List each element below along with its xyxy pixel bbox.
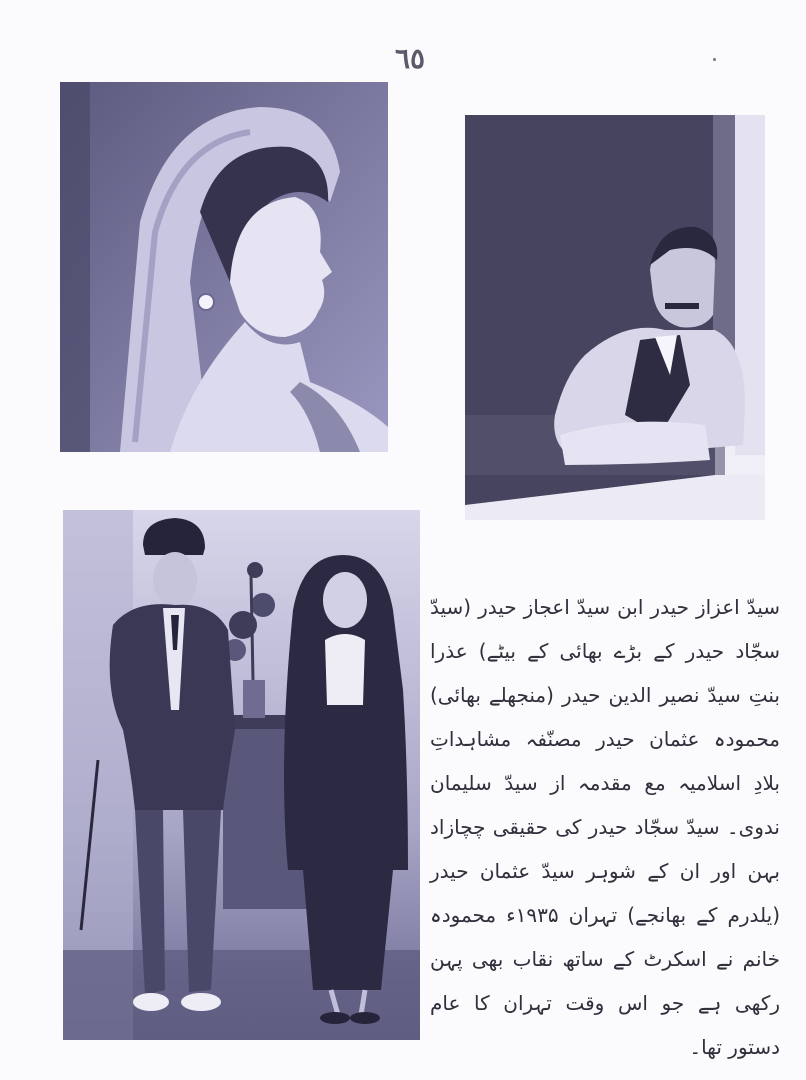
photo-man-portrait: [465, 115, 765, 520]
page-number: ٦٥: [394, 42, 426, 75]
page-speck: [713, 58, 716, 61]
photo-woman-portrait: [60, 82, 388, 452]
photo-caption: سیدّ اعزاز حیدر ابن سیدّ اعجاز حیدر (سیدّ سجّاد حیدر کے بڑے بھائی کے بیٹے) عذرا بنتِ سیدّ نصیر الدین حیدر (منجھلے بھائی) محمودہ عثمان حیدر مصنّفہ مشاہداتِ بلادِ اسلامیہ مع مقدمہ از سیدّ سلیمان ندوی۔ سیدّ سجّاد حیدر کی حقیقی چچازاد بہن اور ان کے شوہر سیدّ عثمان حیدر (یلدرم کے بھانجے) تہران ۱۹۳۵ء محمودہ خانم نے اسکرٹ کے ساتھ نقاب بھی پہن رکھی ہے جو اس وقت تہران کا عام دستور تھا۔: [430, 595, 781, 1059]
photo-couple-portrait: [63, 510, 420, 1040]
